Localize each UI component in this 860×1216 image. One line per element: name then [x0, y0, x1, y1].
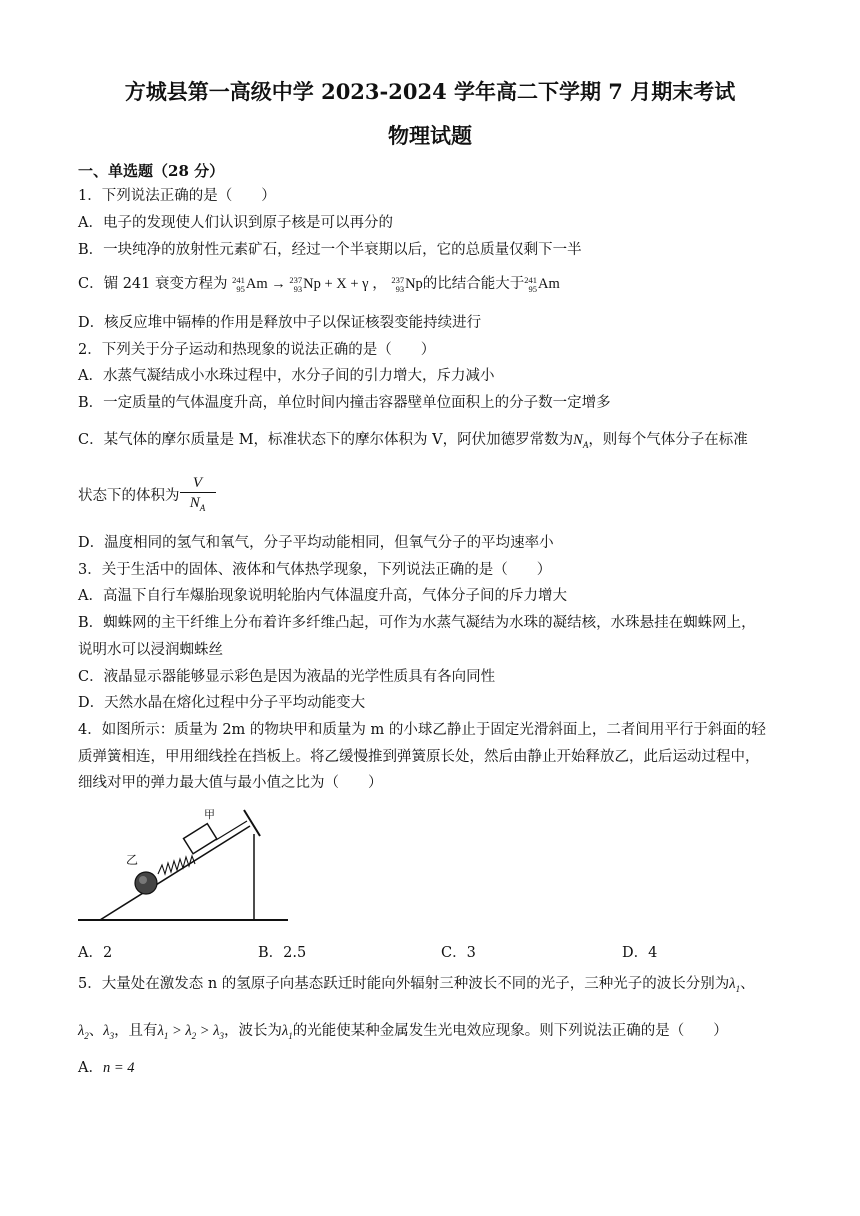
q3-option-c: C．液晶显示器能够显示彩色是因为液晶的光学性质具有各向同性	[78, 669, 496, 685]
q5-stem-line1: 5．大量处在激发态 n 的氢原子向基态跃迁时能向外辐射三种波长不同的光子，三种光子的波长分别为$\lambda_1$、	[78, 976, 755, 994]
q5-tail-a: ，波长为	[224, 1023, 282, 1039]
lambda-2: $\lambda_2$	[78, 1023, 89, 1041]
atomic-number: 93	[293, 283, 303, 294]
fraction-v-over-na: $\frac{V}{N_A}$	[180, 474, 216, 518]
q5-option-a: A．n = 4	[78, 1060, 135, 1076]
stopper-plate	[244, 810, 260, 836]
nuclide-symbol: Am	[538, 276, 560, 292]
q1-option-b: B．一块纯净的放射性元素矿石，经过一个半衰期以后，它的总质量仅剩下一半	[78, 242, 582, 258]
lambda-1-b: $\lambda_1$	[282, 1023, 293, 1041]
lambda-1: $\lambda_1$	[729, 976, 741, 994]
q4-option-d: D．4	[622, 945, 658, 961]
q5-mid-text: ，且有	[114, 1023, 158, 1039]
q5-stem-line2: $\lambda_2$、$\lambda_3$，且有$\lambda_1 > \lambda_2 > \lambda_3$，波长为$\lambda_1$的光能使某种金属发生光电效应现象。则下列说法正确的是（ ）	[78, 1023, 728, 1041]
page-subtitle: 物理试题	[388, 123, 472, 148]
q5-tail-b: 的光能使某种金属发生光电效应现象。则下列说法正确的是（ ）	[292, 1023, 728, 1039]
q4-stem-line1: 4．如图所示：质量为 2m 的物块甲和质量为 m 的小球乙静止于固定光滑斜面上，二者间用平行于斜面的轻	[78, 722, 766, 738]
q1-option-d: D．核反应堆中镉棒的作用是释放中子以保证核裂变能持续进行	[78, 315, 482, 331]
page-title: 方城县第一高级中学 2023-2024 学年高二下学期 7 月期末考试	[124, 79, 736, 104]
np237-nuclide	[289, 274, 320, 294]
incline-surface	[100, 826, 250, 920]
lambda-inequality: $\lambda_1 > \lambda_2 > \lambda_3$	[157, 1023, 224, 1041]
n-equals-4: n = 4	[102, 1060, 135, 1076]
q2-option-b: B．一定质量的气体温度升高，单位时间内撞击容器壁单位面积上的分子数一定增多	[78, 395, 611, 411]
mass-number: 237	[391, 274, 405, 285]
label-yi: 乙	[126, 853, 139, 867]
q1-stem: 1．下列说法正确的是（ ）	[78, 188, 276, 204]
section-heading: 一、单选题（28 分）	[78, 162, 225, 180]
am241-nuclide	[232, 274, 268, 294]
q2-option-c-text2: ，则每个气体分子在标准	[588, 432, 748, 448]
q4-option-c: C．3	[441, 945, 476, 961]
atomic-number: 95	[528, 283, 538, 294]
nuclide-symbol: Np	[405, 276, 423, 292]
mass-number: 237	[289, 274, 303, 285]
q3-option-d: D．天然水晶在熔化过程中分子平均动能变大	[78, 695, 366, 711]
q4-stem-line2: 质弹簧相连，甲用细线拴在挡板上。将乙缓慢推到弹簧原长处，然后由静止开始释放乙，此后运动过程中，	[78, 749, 760, 765]
q1-option-c-prefix: C．镅 241 衰变方程为	[78, 276, 228, 292]
q4-option-a: A．2	[78, 945, 113, 961]
q2-option-a: A．水蒸气凝结成小水珠过程中，水分子间的引力增大，斥力减小	[78, 368, 495, 384]
mass-number: 241	[524, 274, 538, 285]
incline-spring-figure	[78, 808, 308, 928]
nuclide-symbol: Np	[303, 276, 321, 292]
q2-stem: 2．下列关于分子运动和热现象的说法正确的是（ ）	[78, 342, 436, 358]
q1-option-c	[78, 274, 560, 294]
avogadro-symbol: $N_A$	[573, 432, 589, 450]
q2-option-c-text3: 状态下的体积为	[78, 488, 180, 504]
q4-stem-line3: 细线对甲的弹力最大值与最小值之比为（ ）	[78, 775, 383, 791]
q3-option-b-line1: B．蜘蛛网的主干纤维上分布着许多纤维凸起，可作为水蒸气凝结为水珠的凝结核，水珠悬挂在蜘蛛网上，	[78, 615, 756, 631]
atomic-number: 93	[395, 283, 405, 294]
q1-option-c-mid: 的比结合能大于	[422, 276, 525, 292]
q2-option-c-line1	[78, 430, 748, 455]
mass-number: 241	[232, 274, 245, 285]
equation-tail: + X + γ ，	[320, 276, 387, 292]
q3-option-a: A．高温下自行车爆胎现象说明轮胎内气体温度升高，气体分子间的斥力增大	[78, 588, 567, 604]
atomic-number: 95	[236, 283, 245, 294]
q3-option-b-line2: 说明水可以浸润蜘蛛丝	[78, 642, 223, 658]
label-jia: 甲	[204, 808, 215, 821]
lambda-3: $\lambda_3$	[103, 1023, 115, 1041]
q2-option-d: D．温度相同的氢气和氧气，分子平均动能相同，但氧气分子的平均速率小	[78, 535, 554, 551]
ball-yi	[135, 872, 157, 894]
q5-stem-text: 5．大量处在激发态 n 的氢原子向基态跃迁时能向外辐射三种波长不同的光子，三种光子的波长分别为	[78, 976, 730, 992]
q2-option-c-line2	[78, 474, 216, 518]
np237-nuclide-2	[391, 274, 422, 294]
am241-nuclide-2	[524, 274, 560, 294]
arrow: →	[267, 276, 290, 292]
nuclide-symbol: Am	[245, 276, 268, 292]
q2-option-c-text: C．某气体的摩尔质量是 M，标准状态下的摩尔体积为 V，阿伏加德罗常数为	[78, 432, 574, 448]
q3-stem: 3．关于生活中的固体、液体和气体热学现象，下列说法正确的是（ ）	[78, 562, 552, 578]
q4-option-b: B．2.5	[258, 945, 307, 961]
q1-option-a: A．电子的发现使人们认识到原子核是可以再分的	[78, 215, 393, 231]
